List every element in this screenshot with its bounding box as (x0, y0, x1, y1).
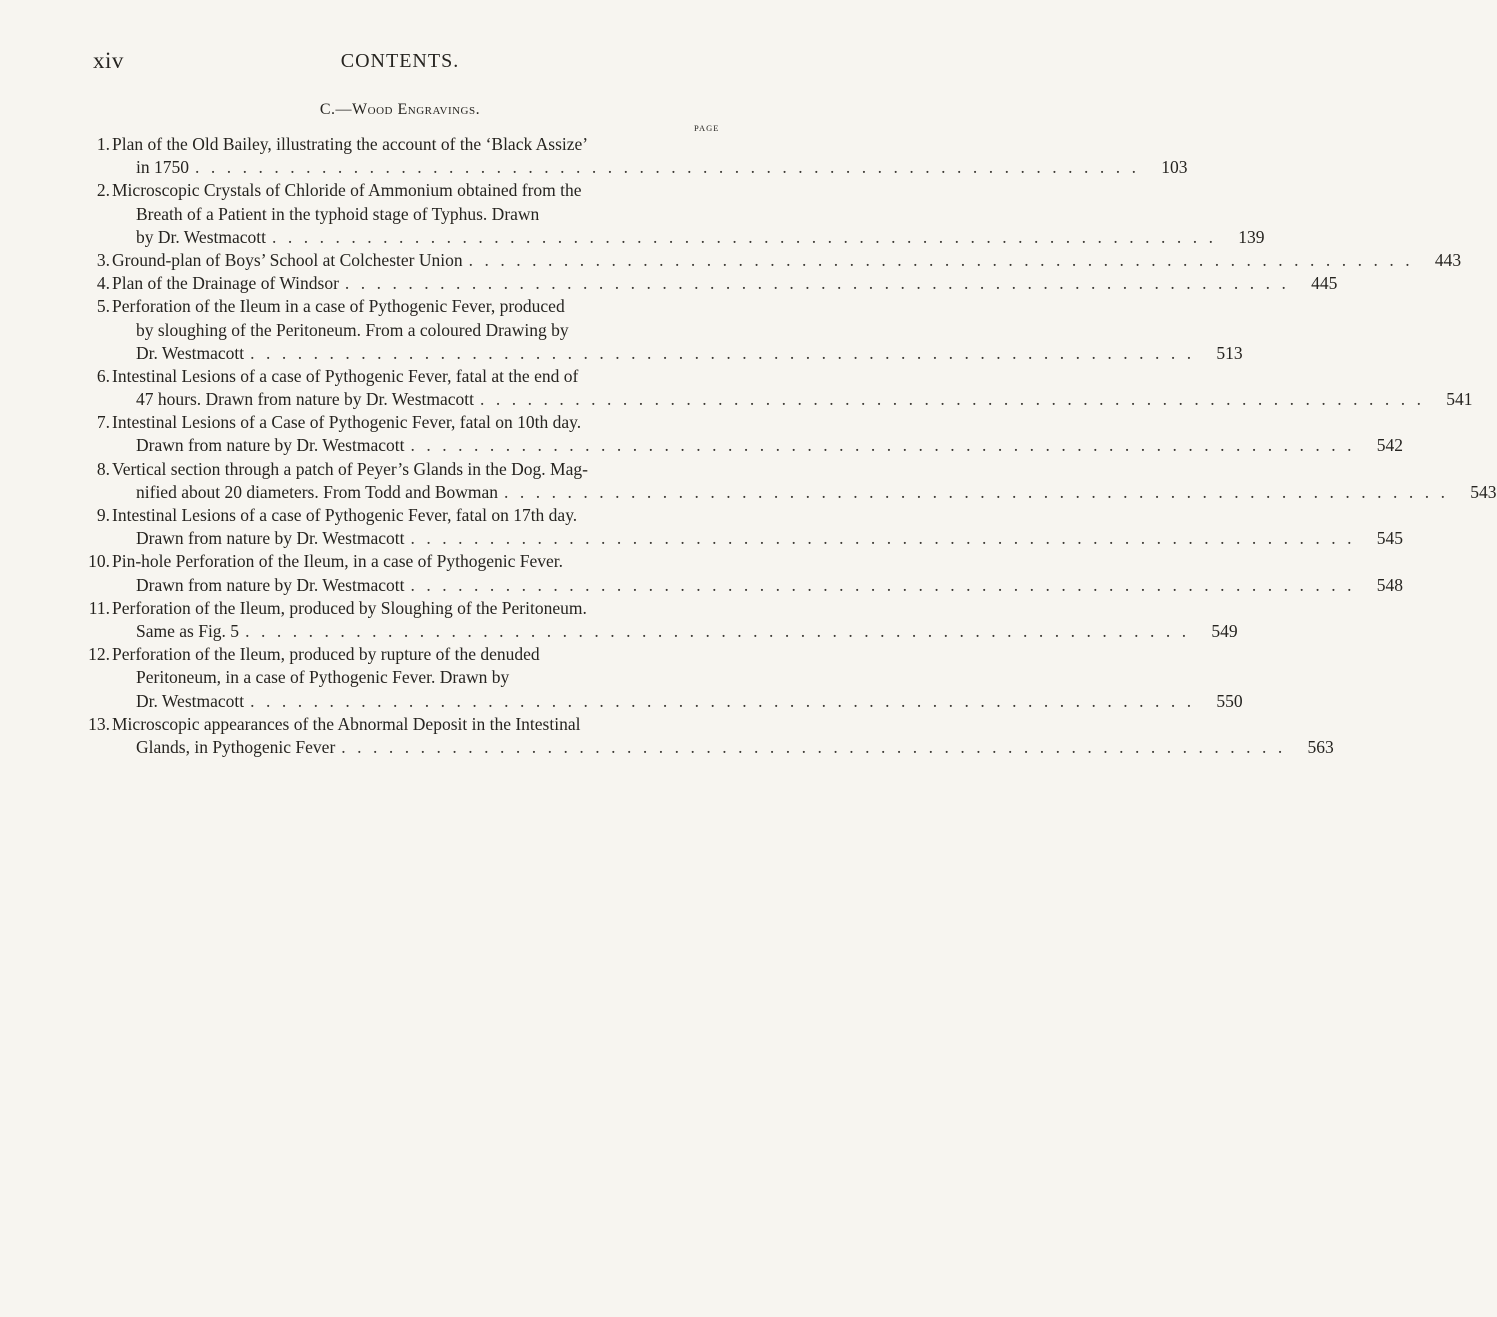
contents-entry (96, 295, 1243, 365)
contents-entry (96, 179, 1265, 249)
entry-text: Ground-plan of Boys’ School at Colchester Union (112, 249, 463, 270)
entry-text: Dr. Westmacott (136, 342, 245, 363)
entry-line (96, 295, 730, 318)
entry-text: Microscopic appearances of the Abnormal Deposit in the Intestinal (112, 713, 581, 734)
dot-leader: ............................................................ (250, 690, 1203, 711)
entry-line (112, 203, 730, 226)
contents-entry (96, 133, 1188, 179)
contents-entry (96, 365, 1473, 411)
entry-number: 8. (96, 458, 110, 479)
entry-line (112, 319, 730, 342)
contents-entry (96, 411, 1403, 457)
entry-text: Breath of a Patient in the typhoid stage of Typhus. Drawn (136, 203, 540, 224)
entry-page-number: 443 (1434, 249, 1462, 270)
entry-page-number: 541 (1446, 389, 1473, 410)
entry-line (96, 179, 730, 202)
entry-text: Glands, in Pythogenic Fever (136, 736, 336, 757)
entry-line (112, 434, 1403, 457)
entry-text: Perforation of the Ileum, produced by Sloughing of the Peritoneum. (112, 597, 587, 618)
dot-leader: ............................................................ (195, 157, 1148, 178)
dot-leader: ............................................................ (480, 389, 1433, 410)
entry-line (96, 272, 1338, 295)
entry-text: Drawn from nature by Dr. Westmacott (136, 435, 405, 456)
entry-text: Pin-hole Perforation of the Ileum, in a case of Pythogenic Fever. (112, 551, 563, 572)
dot-leader: ............................................................ (344, 273, 1298, 294)
dot-leader: ............................................................ (410, 528, 1363, 549)
entry-page-number: 103 (1161, 157, 1188, 178)
entry-text: 47 hours. Drawn from nature by Dr. Westmacott (136, 389, 474, 410)
entry-line (96, 133, 730, 156)
entry-line (112, 226, 1265, 249)
entry-text: Peritoneum, in a case of Pythogenic Fever. Drawn by (136, 667, 510, 688)
entry-text: Same as Fig. 5 (136, 620, 240, 641)
entry-text: in 1750 (136, 157, 189, 178)
entry-text: Drawn from nature by Dr. Westmacott (136, 528, 405, 549)
entry-line (96, 504, 730, 527)
entry-line (112, 736, 1334, 759)
entry-line (88, 713, 730, 736)
contents-entry (96, 272, 1338, 295)
entry-text: Intestinal Lesions of a case of Pythogenic Fever, fatal at the end of (112, 365, 579, 386)
entry-line (112, 620, 1238, 643)
dot-leader: ............................................................ (410, 435, 1363, 456)
contents-list (0, 133, 1497, 759)
page-column-label: PAGE (694, 123, 720, 133)
dot-leader: ............................................................ (504, 481, 1457, 502)
entry-line (88, 643, 730, 666)
page-folio: xiv (93, 48, 124, 73)
entry-number: 3. (96, 249, 110, 270)
running-head: CONTENTS. (340, 50, 460, 72)
entry-text: Drawn from nature by Dr. Westmacott (136, 574, 405, 595)
entry-line (96, 458, 730, 481)
entry-line (112, 481, 1497, 504)
page-header (0, 48, 800, 78)
entry-text: nified about 20 diameters. From Todd and Bowman (136, 481, 499, 502)
entry-page-number: 563 (1307, 736, 1334, 757)
entry-number: 5. (96, 296, 110, 317)
contents-entry (88, 550, 1403, 596)
entry-page-number: 545 (1376, 528, 1403, 549)
entry-page-number: 548 (1376, 574, 1403, 595)
contents-entry (88, 597, 1238, 643)
entry-text: Microscopic Crystals of Chloride of Ammonium obtained from the (112, 180, 582, 201)
dot-leader: ............................................................ (272, 226, 1225, 247)
entry-number: 10. (88, 551, 110, 572)
entry-page-number: 445 (1311, 273, 1338, 294)
entry-page-number: 550 (1216, 690, 1243, 711)
dot-leader: ............................................................ (250, 342, 1203, 363)
contents-entry (96, 249, 1462, 272)
entry-text: Plan of the Drainage of Windsor (112, 273, 339, 294)
entry-page-number: 549 (1211, 620, 1238, 641)
entry-text: Plan of the Old Bailey, illustrating the account of the ‘Black Assize’ (112, 134, 589, 154)
entry-line (96, 249, 1462, 272)
contents-entry (88, 713, 1334, 759)
entry-number: 2. (96, 180, 110, 201)
entry-number: 1. (96, 134, 110, 154)
contents-entry (88, 643, 1243, 713)
entry-line (88, 550, 730, 573)
entry-page-number: 543 (1470, 481, 1497, 502)
entry-number: 7. (96, 412, 110, 433)
entry-text: Vertical section through a patch of Peyer’s Glands in the Dog. Mag- (112, 458, 588, 479)
contents-entry (96, 458, 1497, 504)
contents-entry (96, 504, 1403, 550)
entry-line (96, 365, 730, 388)
entry-text: Perforation of the Ileum, produced by rupture of the denuded (112, 644, 540, 665)
entry-line (112, 527, 1403, 550)
entry-page-number: 139 (1238, 226, 1265, 247)
dot-leader: ............................................................ (341, 736, 1294, 757)
entry-number: 9. (96, 505, 110, 525)
entry-text: Dr. Westmacott (136, 690, 245, 711)
entry-text: by Dr. Westmacott (136, 226, 266, 247)
entry-line (112, 388, 1473, 411)
entry-text: Perforation of the Ileum in a case of Pythogenic Fever, produced (112, 296, 565, 317)
entry-text: Intestinal Lesions of a Case of Pythogenic Fever, fatal on 10th day. (112, 412, 582, 433)
entry-line (112, 666, 730, 689)
entry-page-number: 542 (1376, 435, 1403, 456)
dot-leader: ............................................................ (468, 249, 1422, 270)
entry-number: 13. (88, 713, 110, 734)
entry-number: 4. (96, 273, 110, 294)
entry-page-number: 513 (1216, 342, 1243, 363)
entry-line (112, 574, 1403, 597)
dot-leader: ............................................................ (245, 620, 1198, 641)
entry-line (112, 156, 1188, 179)
entry-text: Intestinal Lesions of a case of Pythogenic Fever, fatal on 17th day. (112, 505, 578, 525)
entry-text: by sloughing of the Peritoneum. From a coloured Drawing by (136, 319, 569, 340)
dot-leader: ............................................................ (410, 574, 1363, 595)
entry-line (112, 690, 1243, 713)
entry-line (88, 597, 730, 620)
section-title: C.—Wood Engravings. (319, 101, 481, 118)
entry-number: 11. (88, 597, 110, 618)
entry-line (112, 342, 1243, 365)
entry-line (96, 411, 730, 434)
entry-number: 6. (96, 365, 110, 386)
entry-number: 12. (88, 644, 110, 665)
